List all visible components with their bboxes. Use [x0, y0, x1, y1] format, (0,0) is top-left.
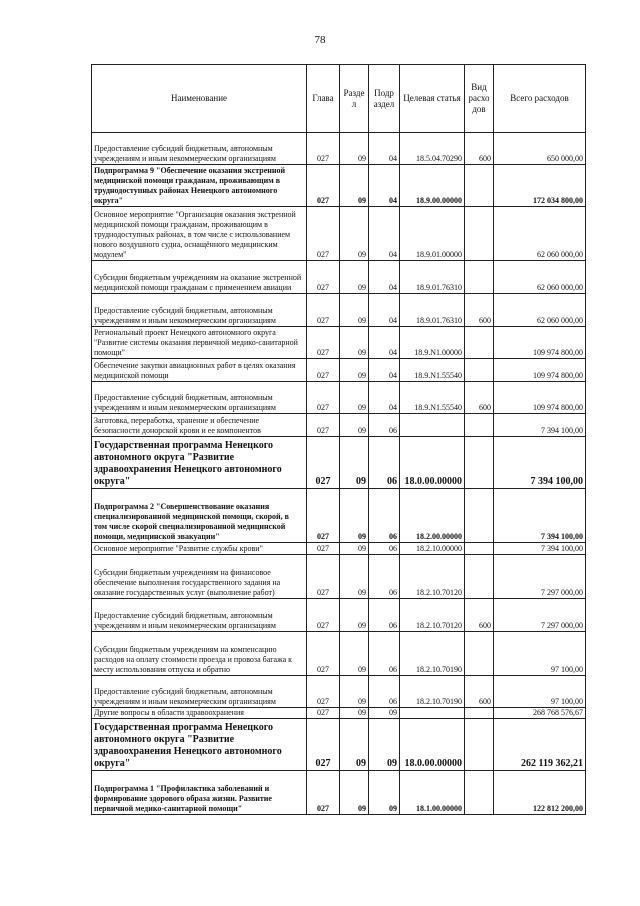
cell-glava: 027	[307, 543, 340, 555]
cell-name: Предоставление субсидий бюджетным, автономным учреждениям и иным некоммерческим организациям	[92, 382, 307, 414]
cell-statya: 18.2.10.70190	[400, 676, 465, 708]
header-total: Всего расходов	[494, 65, 586, 133]
cell-razdel: 09	[340, 708, 369, 719]
cell-podrazdel: 06	[369, 599, 400, 632]
cell-total: 7 394 100,00	[494, 543, 586, 555]
cell-razdel: 09	[340, 719, 369, 771]
cell-total: 109 974 800,00	[494, 327, 586, 359]
cell-statya: 18.5.04.70290	[400, 133, 465, 165]
cell-statya: 18.9.N1.55540	[400, 359, 465, 382]
cell-razdel: 09	[340, 599, 369, 632]
cell-razdel: 09	[340, 676, 369, 708]
cell-razdel: 09	[340, 632, 369, 676]
cell-podrazdel: 06	[369, 437, 400, 489]
cell-podrazdel: 04	[369, 133, 400, 165]
table-row	[92, 676, 586, 708]
table-row	[92, 327, 586, 359]
cell-total: 650 000,00	[494, 133, 586, 165]
cell-statya: 18.2.10.70120	[400, 599, 465, 632]
cell-razdel: 09	[340, 327, 369, 359]
cell-statya: 18.9.N1.55540	[400, 382, 465, 414]
header-name: Наименование	[92, 65, 307, 133]
cell-razdel: 09	[340, 261, 369, 294]
cell-glava: 027	[307, 133, 340, 165]
cell-name: Региональный проект Ненецкого автономного округа "Развитие системы оказания первичной медико-санитарной помощи"	[92, 327, 307, 359]
cell-vid	[465, 719, 494, 771]
cell-razdel: 09	[340, 489, 369, 543]
cell-name: Субсидии бюджетным учреждениям на компенсацию расходов на оплату стоимости проезда и провоза багажа к месту использования отпуска и обратно	[92, 632, 307, 676]
cell-total: 122 812 200,00	[494, 771, 586, 815]
cell-podrazdel: 04	[369, 382, 400, 414]
table-row	[92, 437, 586, 489]
cell-razdel: 09	[340, 359, 369, 382]
cell-glava: 027	[307, 489, 340, 543]
cell-name: Предоставление субсидий бюджетным, автономным учреждениям и иным некоммерческим организациям	[92, 676, 307, 708]
cell-total: 62 060 000,00	[494, 261, 586, 294]
cell-vid	[465, 543, 494, 555]
table-row	[92, 543, 586, 555]
cell-vid	[465, 207, 494, 261]
cell-statya: 18.2.00.00000	[400, 489, 465, 543]
cell-podrazdel: 04	[369, 261, 400, 294]
cell-statya	[400, 414, 465, 437]
cell-statya: 18.9.01.00000	[400, 207, 465, 261]
table-row	[92, 133, 586, 165]
cell-name: Заготовка, переработка, хранение и обеспечение безопасности донорской крови и ее компонентов	[92, 414, 307, 437]
cell-statya	[400, 708, 465, 719]
table-row	[92, 708, 586, 719]
cell-total: 109 974 800,00	[494, 359, 586, 382]
cell-glava: 027	[307, 437, 340, 489]
cell-glava: 027	[307, 382, 340, 414]
cell-podrazdel: 04	[369, 327, 400, 359]
cell-podrazdel: 06	[369, 414, 400, 437]
cell-vid: 600	[465, 382, 494, 414]
cell-glava: 027	[307, 327, 340, 359]
cell-glava: 027	[307, 719, 340, 771]
cell-vid: 600	[465, 599, 494, 632]
cell-razdel: 09	[340, 437, 369, 489]
cell-name: Другие вопросы в области здравоохранения	[92, 708, 307, 719]
cell-podrazdel: 06	[369, 489, 400, 543]
cell-name: Субсидии бюджетным учреждениям на оказание экстренной медицинской помощи гражданам с применением авиации	[92, 261, 307, 294]
cell-statya: 18.2.10.70120	[400, 555, 465, 599]
cell-razdel: 09	[340, 207, 369, 261]
table-row	[92, 632, 586, 676]
cell-total: 62 060 000,00	[494, 207, 586, 261]
table-row	[92, 359, 586, 382]
cell-glava: 027	[307, 294, 340, 327]
cell-podrazdel: 04	[369, 359, 400, 382]
cell-statya: 18.9.00.00000	[400, 165, 465, 207]
table-row	[92, 489, 586, 543]
cell-vid	[465, 437, 494, 489]
cell-podrazdel: 06	[369, 676, 400, 708]
table-row	[92, 555, 586, 599]
cell-vid	[465, 327, 494, 359]
cell-glava: 027	[307, 599, 340, 632]
header-podrazdel: Подр аздел	[369, 65, 400, 133]
cell-glava: 027	[307, 676, 340, 708]
cell-podrazdel: 09	[369, 771, 400, 815]
cell-podrazdel: 06	[369, 543, 400, 555]
header-glava: Глава	[307, 65, 340, 133]
cell-vid	[465, 359, 494, 382]
cell-glava: 027	[307, 708, 340, 719]
table-header-row	[92, 65, 586, 133]
cell-statya: 18.9.01.76310	[400, 294, 465, 327]
table-row	[92, 599, 586, 632]
page-number: 78	[314, 34, 326, 46]
cell-vid	[465, 261, 494, 294]
cell-total: 62 060 000,00	[494, 294, 586, 327]
cell-razdel: 09	[340, 294, 369, 327]
header-razdel: Разде л	[340, 65, 369, 133]
cell-vid	[465, 555, 494, 599]
cell-statya: 18.2.10.70190	[400, 632, 465, 676]
cell-statya: 18.0.00.00000	[400, 437, 465, 489]
cell-glava: 027	[307, 261, 340, 294]
cell-podrazdel: 09	[369, 708, 400, 719]
cell-name: Подпрограмма 1 "Профилактика заболеваний и формирование здорового образа жизни. Развитие первичной медико-санитарной помощи"	[92, 771, 307, 815]
table-row	[92, 414, 586, 437]
cell-total: 7 394 100,00	[494, 489, 586, 543]
table-row	[92, 294, 586, 327]
cell-glava: 027	[307, 555, 340, 599]
cell-name: Государственная программа Ненецкого автономного округа "Развитие здравоохранения Ненецкого автономного округа"	[92, 437, 307, 489]
cell-total: 172 034 800,00	[494, 165, 586, 207]
cell-podrazdel: 04	[369, 165, 400, 207]
cell-razdel: 09	[340, 382, 369, 414]
cell-glava: 027	[307, 632, 340, 676]
cell-name: Субсидии бюджетным учреждениям на финансовое обеспечение выполнения государственного задания на оказание государственных услуг (выполнение работ)	[92, 555, 307, 599]
cell-name: Подпрограмма 2 "Совершенствование оказания специализированной медицинской помощи, скорой, в том числе скорой специализированной медицинской помощи, медицинской эвакуации"	[92, 489, 307, 543]
cell-podrazdel: 09	[369, 719, 400, 771]
cell-vid	[465, 708, 494, 719]
cell-vid: 600	[465, 294, 494, 327]
cell-razdel: 09	[340, 165, 369, 207]
cell-name: Государственная программа Ненецкого автономного округа "Развитие здравоохранения Ненецкого автономного округа"	[92, 719, 307, 771]
cell-total: 7 394 100,00	[494, 437, 586, 489]
cell-vid: 600	[465, 676, 494, 708]
cell-razdel: 09	[340, 555, 369, 599]
cell-glava: 027	[307, 414, 340, 437]
cell-name: Основное мероприятие "Развитие службы крови"	[92, 543, 307, 555]
cell-name: Подпрограмма 9 "Обеспечение оказания экстренной медицинской помощи гражданам, проживающим в труднодоступных районах Ненецкого автономного округа"	[92, 165, 307, 207]
cell-total: 109 974 800,00	[494, 382, 586, 414]
table-row	[92, 719, 586, 771]
cell-total: 7 394 100,00	[494, 414, 586, 437]
cell-razdel: 09	[340, 133, 369, 165]
cell-total: 7 297 000,00	[494, 599, 586, 632]
cell-glava: 027	[307, 359, 340, 382]
cell-statya: 18.9.01.76310	[400, 261, 465, 294]
cell-total: 97 100,00	[494, 632, 586, 676]
cell-vid	[465, 414, 494, 437]
cell-podrazdel: 04	[369, 294, 400, 327]
cell-podrazdel: 06	[369, 632, 400, 676]
table-row	[92, 382, 586, 414]
cell-glava: 027	[307, 165, 340, 207]
table-row	[92, 165, 586, 207]
cell-name: Предоставление субсидий бюджетным, автономным учреждениям и иным некоммерческим организациям	[92, 294, 307, 327]
cell-name: Предоставление субсидий бюджетным, автономным учреждениям и иным некоммерческим организациям	[92, 599, 307, 632]
cell-podrazdel: 06	[369, 555, 400, 599]
cell-name: Обеспечение закупки авиационных работ в целях оказания медицинской помощи	[92, 359, 307, 382]
cell-podrazdel: 04	[369, 207, 400, 261]
cell-vid	[465, 771, 494, 815]
cell-statya: 18.2.10.00000	[400, 543, 465, 555]
header-vid: Вид расхо дов	[465, 65, 494, 133]
table-row	[92, 771, 586, 815]
cell-statya: 18.0.00.00000	[400, 719, 465, 771]
budget-table	[91, 64, 586, 815]
cell-glava: 027	[307, 771, 340, 815]
cell-total: 268 768 576,67	[494, 708, 586, 719]
cell-vid	[465, 489, 494, 543]
cell-total: 7 297 000,00	[494, 555, 586, 599]
cell-name: Предоставление субсидий бюджетным, автономным учреждениям и иным некоммерческим организациям	[92, 133, 307, 165]
cell-total: 97 100,00	[494, 676, 586, 708]
cell-statya: 18.1.00.00000	[400, 771, 465, 815]
cell-razdel: 09	[340, 543, 369, 555]
table-row	[92, 261, 586, 294]
cell-vid	[465, 632, 494, 676]
cell-statya: 18.9.N1.00000	[400, 327, 465, 359]
cell-razdel: 09	[340, 414, 369, 437]
cell-vid	[465, 165, 494, 207]
cell-razdel: 09	[340, 771, 369, 815]
header-statya: Целевая статья	[400, 65, 465, 133]
cell-glava: 027	[307, 207, 340, 261]
cell-vid: 600	[465, 133, 494, 165]
table-row	[92, 207, 586, 261]
cell-total: 262 119 362,21	[494, 719, 586, 771]
cell-name: Основное мероприятие "Организация оказания экстренной медицинской помощи гражданам, проживающим в труднодоступных районах, в том числе с использованием нового воздушного судна, оснащённого медицинским модулем"	[92, 207, 307, 261]
